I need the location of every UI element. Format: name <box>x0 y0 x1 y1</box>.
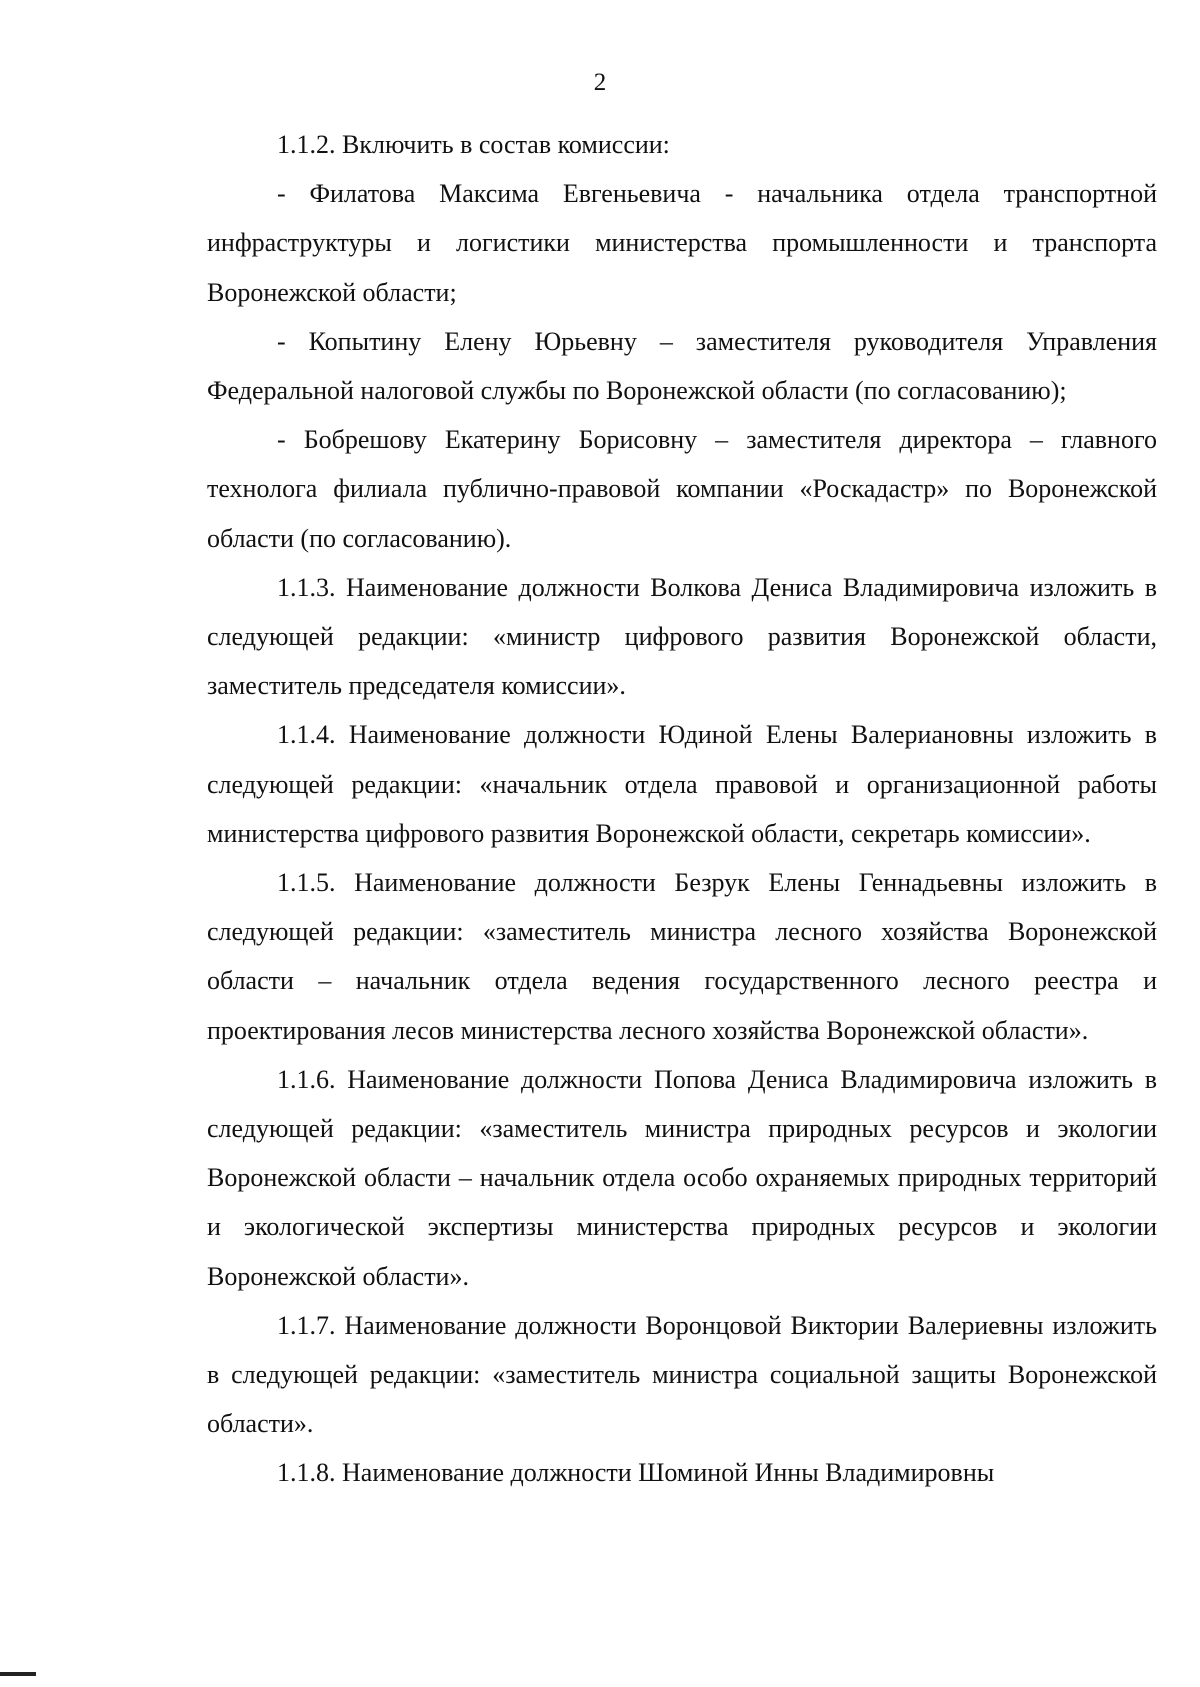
paragraph-1-1-3: 1.1.3. Наименование должности Волкова Дениса Владимировича изложить в следующей редакции: «министр цифрового развития Воронежской области, заместитель председателя комиссии». <box>207 572 1157 701</box>
paragraph-member-kopytina: - Копытину Елену Юрьевну – заместителя руководителя Управления Федеральной налоговой службы по Воронежской области (по согласованию); <box>207 326 1157 406</box>
paragraph-1-1-8: 1.1.8. Наименование должности Шоминой Инны Владимировны <box>277 1458 995 1488</box>
scan-edge-mark <box>0 1672 36 1676</box>
document-body <box>207 120 1157 1498</box>
paragraph-member-filatov: - Филатова Максима Евгеньевича - начальника отдела транспортной инфраструктуры и логистики министерства промышленности и транспорта Воронежской области; <box>207 179 1157 307</box>
paragraph-1-1-4: 1.1.4. Наименование должности Юдиной Елены Валериановны изложить в следующей редакции: «начальник отдела правовой и организационной работы министерства цифрового развития Воронежской области, секретарь комиссии». <box>207 720 1157 848</box>
page-number: 2 <box>593 69 607 96</box>
paragraph-1-1-2: 1.1.2. Включить в состав комиссии: <box>277 130 670 159</box>
paragraph-member-bobreshova: - Бобрешову Екатерину Борисовну – заместителя директора – главного технолога филиала публично-правовой компании «Роскадастр» по Воронежской области (по согласованию). <box>207 425 1157 553</box>
paragraph-1-1-6: 1.1.6. Наименование должности Попова Дениса Владимировича изложить в следующей редакции: «заместитель министра природных ресурсов и экологии Воронежской области – начальник отдела особо охраняемых природных территорий и экологической экспертизы министерства природных ресурсов и экологии Воронежской области». <box>207 1064 1157 1291</box>
paragraph-1-1-7: 1.1.7. Наименование должности Воронцовой Виктории Валериевны изложить в следующей редакции: «заместитель министра социальной защиты Воронежской области». <box>207 1310 1157 1439</box>
paragraph-1-1-5: 1.1.5. Наименование должности Безрук Елены Геннадьевны изложить в следующей редакции: «заместитель министра лесного хозяйства Воронежской области – начальник отдела ведения государственного лесного реестра и проектирования лесов министерства лесного хозяйства Воронежской области». <box>207 868 1157 1045</box>
